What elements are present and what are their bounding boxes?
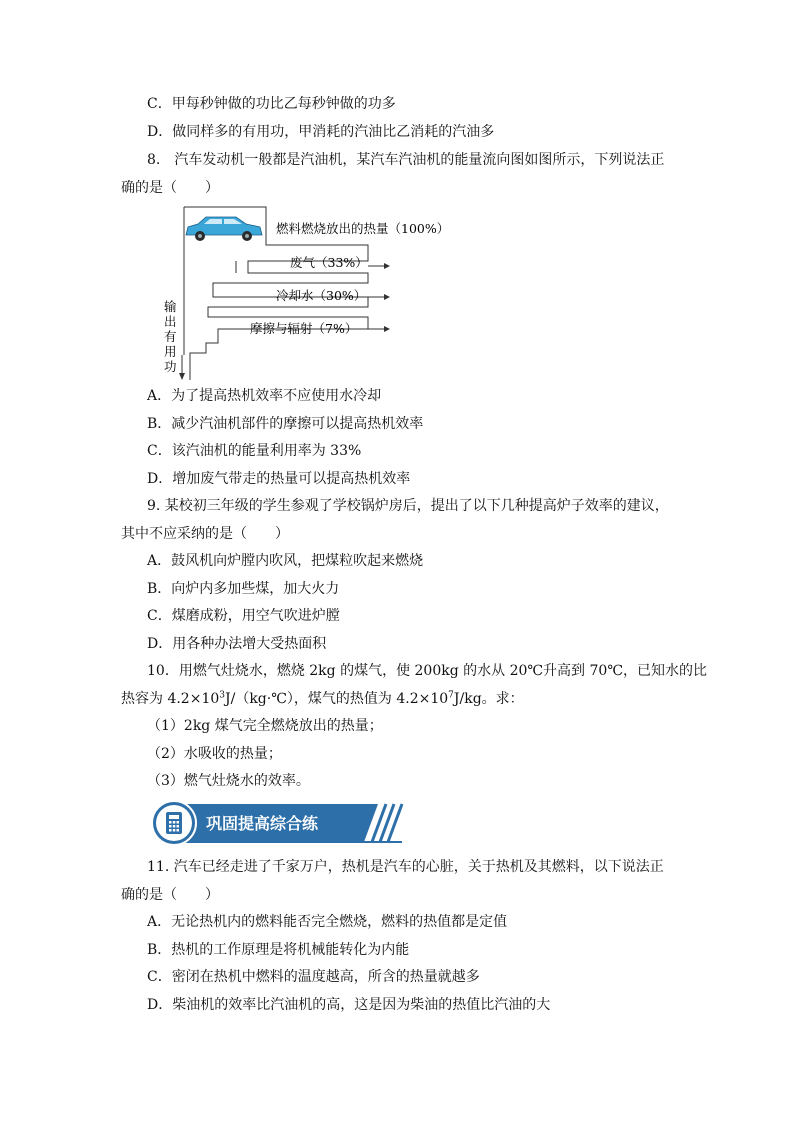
q11-option-d: D．柴油机的效率比汽油机的高，这是因为柴油的热值比汽油的大 [147,997,551,1013]
calculator-icon [166,812,182,834]
svg-text:功: 功 [164,359,177,374]
q8-option-d: D．增加废气带走的热量可以提高热机效率 [147,471,411,487]
waste-gas-label: 废气（33%） [290,255,368,270]
q11-option-b: B．热机的工作原理是将机械能转化为内能 [147,942,410,958]
q8-option-c: C．该汽油机的能量利用率为 33% [147,443,362,459]
q9-option-b: B．向炉内多加些煤，加大火力 [147,581,340,597]
q8-stem-line1: 8. 汽车发动机一般都是汽油机，某汽车汽油机的能量流向图如图所示，下列说法正 [147,152,665,168]
q9-stem-line2: 其中不应采纳的是（ ） [121,526,289,542]
q8-option-a: A．为了提高热机效率不应使用水冷却 [147,388,382,404]
q10-sub-1: （1）2kg 煤气完全燃烧放出的热量； [147,718,383,734]
q11-stem-line2: 确的是（ ） [121,887,219,903]
svg-text:出: 出 [164,314,177,329]
cooling-water-label: 冷却水（30%） [276,288,367,303]
useful-work-label [164,299,177,374]
svg-text:用: 用 [164,344,177,359]
q11-stem-line1: 11. 汽车已经走进了千家万户，热机是汽车的心脏，关于热机及其燃料，以下说法正 [147,859,664,875]
svg-text:有: 有 [164,329,177,344]
q9-option-c: C．煤磨成粉，用空气吹进炉膛 [147,608,340,624]
energy-flow-diagram [158,205,450,380]
car-icon [186,217,262,241]
input-heat-label: 燃料燃烧放出的热量（100%） [276,221,450,236]
section-title: 巩固提高综合练 [206,814,319,833]
q9-option-d: D．用各种办法增大受热面积 [147,636,327,652]
q9-option-a: A．鼓风机向炉膛内吹风，把煤粒吹起来燃烧 [147,553,424,569]
section-banner [150,800,410,846]
q7-option-c: C．甲每秒钟做的功比乙每秒钟做的功多 [147,96,396,112]
svg-text:输: 输 [164,299,177,314]
q10-stem-line2: 热容为 $4.2\times 10^3J/(kg\cdot℃)$，煤气的热值为 $4.2\times 10^7J/kg$。求： [121,690,524,707]
q10-sub-2: （2）水吸收的热量； [147,746,282,762]
q9-stem-line1: 9. 某校初三年级的学生参观了学校锅炉房后，提出了以下几种提高炉子效率的建议， [147,498,669,514]
q11-option-c: C．密闭在热机中燃料的温度越高，所含的热量就越多 [147,969,480,985]
q8-option-b: B．减少汽油机部件的摩擦可以提高热机效率 [147,416,424,432]
friction-radiation-label: 摩擦与辐射（7%） [250,321,358,336]
q11-option-a: A．无论热机内的燃料能否完全燃烧，燃料的热值都是定值 [147,914,508,930]
q7-option-d: D．做同样多的有用功，甲消耗的汽油比乙消耗的汽油多 [147,124,495,140]
q8-stem-line2: 确的是（ ） [121,180,219,196]
q10-stem-line1: 10．用燃气灶烧水，燃烧 2kg 的煤气，使 200kg 的水从 20℃升高到 70℃，已知水的比 [147,663,707,679]
q10-sub-3: （3）燃气灶烧水的效率。 [147,773,310,789]
